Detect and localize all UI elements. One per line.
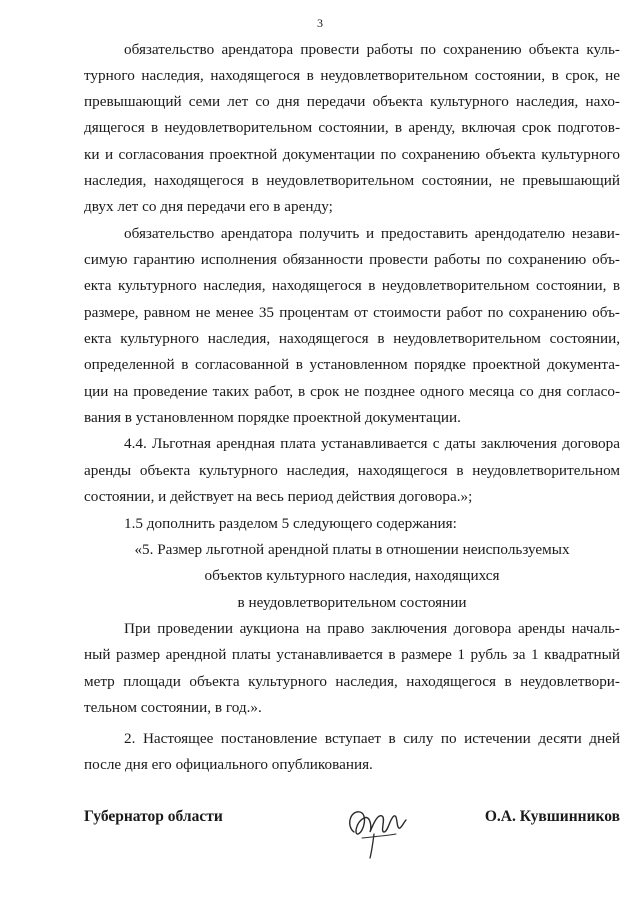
text-line: вания в установленном порядке проектной документации. bbox=[84, 409, 461, 426]
text-line: метр площади объекта культурного наследия, находящегося в неудовлетвори- bbox=[84, 673, 620, 690]
text-line: При проведении аукциона на право заключения договора аренды началь- bbox=[124, 620, 620, 637]
text-line: аренды объекта культурного наследия, находящегося в неудовлетворительном bbox=[84, 462, 620, 479]
text-line: 2. Настоящее постановление вступает в силу по истечении десяти дней bbox=[124, 730, 620, 747]
heading-line: «5. Размер льготной арендной платы в отношении неиспользуемых bbox=[134, 541, 570, 558]
text-line: наследия, находящегося в неудовлетворительном состоянии, не превышающий bbox=[84, 172, 620, 189]
text-line: тельном состоянии, в год.». bbox=[84, 699, 262, 716]
text-line: после дня его официального опубликования. bbox=[84, 756, 373, 773]
text-line: ки и согласования проектной документации по сохранению объекта культурного bbox=[84, 146, 620, 163]
signature-block bbox=[84, 800, 620, 870]
heading-line: объектов культурного наследия, находящихся bbox=[204, 567, 500, 584]
text-line: ный размер арендной платы устанавливается в размере 1 рубль за 1 квадратный bbox=[84, 646, 620, 663]
text-line: превышающий семи лет со дня передачи объекта культурного наследия, нахо- bbox=[84, 93, 620, 110]
text-line: турного наследия, находящегося в неудовлетворительном состоянии, в срок, не bbox=[84, 67, 620, 84]
signatory-name: О.А. Кувшинников bbox=[484, 808, 620, 825]
text-line: двух лет со дня передачи его в аренду; bbox=[84, 198, 333, 215]
heading-line: в неудовлетворительном состоянии bbox=[237, 594, 467, 611]
text-line: ции на проведение таких работ, в срок не позднее одного месяца со дня согласо- bbox=[84, 383, 620, 400]
text-line: состоянии, и действует на весь период действия договора.»; bbox=[84, 488, 473, 505]
handwritten-signature bbox=[340, 792, 412, 864]
text-line: екта культурного наследия, находящегося в неудовлетворительном состоянии, в bbox=[84, 277, 620, 294]
text-line: екта культурного наследия, находящегося в неудовлетворительном состоянии, bbox=[84, 330, 620, 347]
text-line: обязательство арендатора провести работы по сохранению объекта куль- bbox=[124, 41, 620, 58]
text-line: 4.4. Льготная арендная плата устанавливается с даты заключения договора bbox=[124, 435, 620, 452]
text-line: 1.5 дополнить разделом 5 следующего содержания: bbox=[124, 515, 457, 532]
page-number: 3 bbox=[317, 16, 323, 30]
text-line: симую гарантию исполнения обязанности провести работы по сохранению объ- bbox=[84, 251, 620, 268]
text-line: определенной в согласованной в установленном порядке проектной документа- bbox=[84, 356, 620, 373]
signatory-title: Губернатор области bbox=[84, 808, 223, 825]
text-line: размере, равном не менее 35 процентам от стоимости работ по сохранению объ- bbox=[84, 304, 620, 321]
text-line: дящегося в неудовлетворительном состоянии, в аренду, включая срок подготов- bbox=[84, 119, 620, 136]
text-line: обязательство арендатора получить и предоставить арендодателю незави- bbox=[124, 225, 620, 242]
